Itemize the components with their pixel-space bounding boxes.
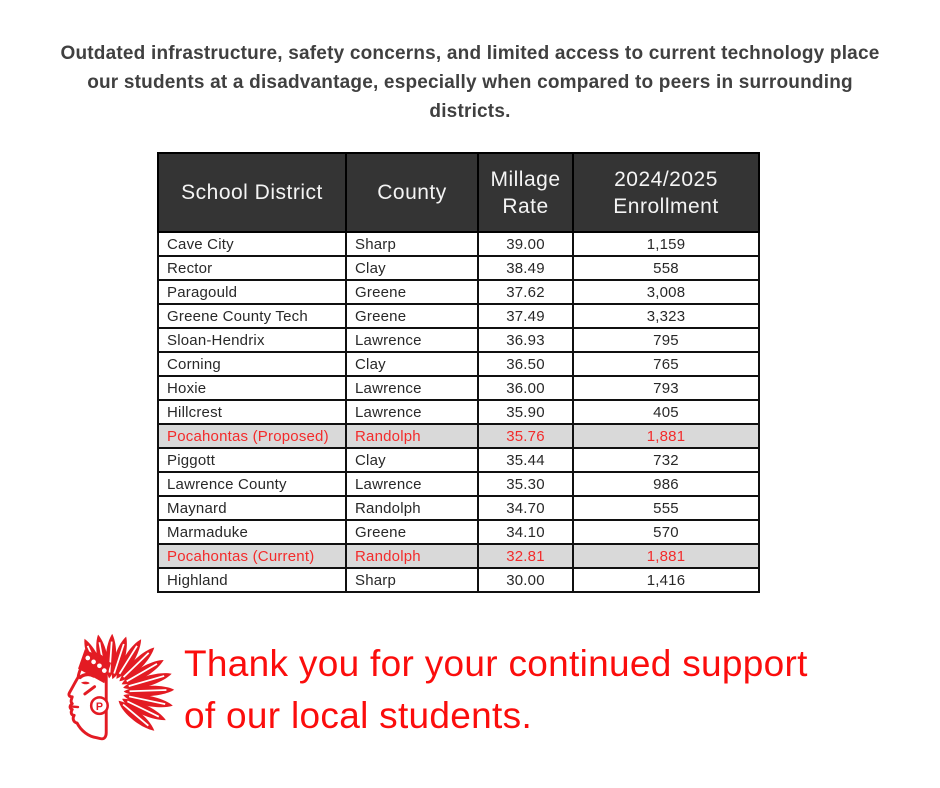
pocahontas-chief-logo [46, 624, 182, 760]
table-row [158, 280, 759, 304]
cell-district: Pocahontas (Proposed) [158, 424, 346, 448]
thank-you-line: Thank you for your continued support [184, 643, 808, 684]
cell-millage: 37.49 [478, 304, 573, 328]
table-row [158, 448, 759, 472]
table-row [158, 232, 759, 256]
cell-district: Lawrence County [158, 472, 346, 496]
cell-district: Hoxie [158, 376, 346, 400]
cell-enrollment: 555 [573, 496, 759, 520]
table-row [158, 376, 759, 400]
cell-enrollment: 1,881 [573, 544, 759, 568]
table-row [158, 424, 759, 448]
table-row [158, 256, 759, 280]
earring [91, 697, 108, 714]
table-row [158, 520, 759, 544]
table-row [158, 496, 759, 520]
cell-county: Randolph [346, 424, 478, 448]
intro-line: Outdated infrastructure, safety concerns, and limited access to current technology place [60, 43, 880, 64]
header-county: County [346, 153, 478, 232]
cell-millage: 35.76 [478, 424, 573, 448]
cell-millage: 35.44 [478, 448, 573, 472]
cell-enrollment: 3,323 [573, 304, 759, 328]
cell-county: Sharp [346, 568, 478, 592]
cell-district: Pocahontas (Current) [158, 544, 346, 568]
table-row [158, 304, 759, 328]
cell-district: Maynard [158, 496, 346, 520]
cell-district: Paragould [158, 280, 346, 304]
district-table-body [158, 232, 759, 592]
cell-county: Greene [346, 280, 478, 304]
intro-line: our students at a disadvantage, especially when compared to peers in surrounding [87, 72, 853, 93]
table-row [158, 568, 759, 592]
table-header-row [158, 153, 759, 232]
intro-paragraph [40, 39, 900, 126]
cell-county: Randolph [346, 496, 478, 520]
thank-you-message [184, 638, 808, 742]
cell-enrollment: 570 [573, 520, 759, 544]
cell-millage: 35.90 [478, 400, 573, 424]
header-school-district: School District [158, 153, 346, 232]
intro-line: districts. [429, 101, 511, 122]
cell-enrollment: 558 [573, 256, 759, 280]
table-row [158, 472, 759, 496]
cell-county: Clay [346, 352, 478, 376]
cell-enrollment: 405 [573, 400, 759, 424]
cell-millage: 36.00 [478, 376, 573, 400]
cell-district: Hillcrest [158, 400, 346, 424]
cell-county: Randolph [346, 544, 478, 568]
table-row [158, 352, 759, 376]
cell-millage: 34.70 [478, 496, 573, 520]
logo-monogram: P [95, 700, 103, 713]
cell-county: Greene [346, 520, 478, 544]
cell-millage: 37.62 [478, 280, 573, 304]
cell-county: Lawrence [346, 400, 478, 424]
cell-county: Clay [346, 256, 478, 280]
cell-millage: 38.49 [478, 256, 573, 280]
cell-county: Lawrence [346, 328, 478, 352]
cell-enrollment: 986 [573, 472, 759, 496]
cell-enrollment: 3,008 [573, 280, 759, 304]
millage-comparison-table [157, 152, 760, 593]
thank-you-line: of our local students. [184, 695, 533, 736]
cell-district: Marmaduke [158, 520, 346, 544]
cell-enrollment: 1,416 [573, 568, 759, 592]
cell-county: Sharp [346, 232, 478, 256]
cell-enrollment: 1,159 [573, 232, 759, 256]
cell-millage: 35.30 [478, 472, 573, 496]
cell-county: Clay [346, 448, 478, 472]
cell-millage: 30.00 [478, 568, 573, 592]
cell-millage: 36.50 [478, 352, 573, 376]
cell-district: Highland [158, 568, 346, 592]
cell-enrollment: 793 [573, 376, 759, 400]
cell-district: Sloan-Hendrix [158, 328, 346, 352]
cell-county: Lawrence [346, 472, 478, 496]
cell-millage: 36.93 [478, 328, 573, 352]
cell-district: Greene County Tech [158, 304, 346, 328]
footer [46, 624, 808, 760]
table-row [158, 328, 759, 352]
cell-district: Rector [158, 256, 346, 280]
table-row [158, 400, 759, 424]
table-row [158, 544, 759, 568]
cell-millage: 39.00 [478, 232, 573, 256]
cell-district: Piggott [158, 448, 346, 472]
cell-county: Greene [346, 304, 478, 328]
cell-county: Lawrence [346, 376, 478, 400]
header-enrollment: 2024/2025 Enrollment [573, 153, 759, 232]
cell-enrollment: 1,881 [573, 424, 759, 448]
header-millage-rate: Millage Rate [478, 153, 573, 232]
cell-enrollment: 732 [573, 448, 759, 472]
cell-enrollment: 795 [573, 328, 759, 352]
cell-millage: 34.10 [478, 520, 573, 544]
cell-millage: 32.81 [478, 544, 573, 568]
cell-enrollment: 765 [573, 352, 759, 376]
cell-district: Cave City [158, 232, 346, 256]
cell-district: Corning [158, 352, 346, 376]
